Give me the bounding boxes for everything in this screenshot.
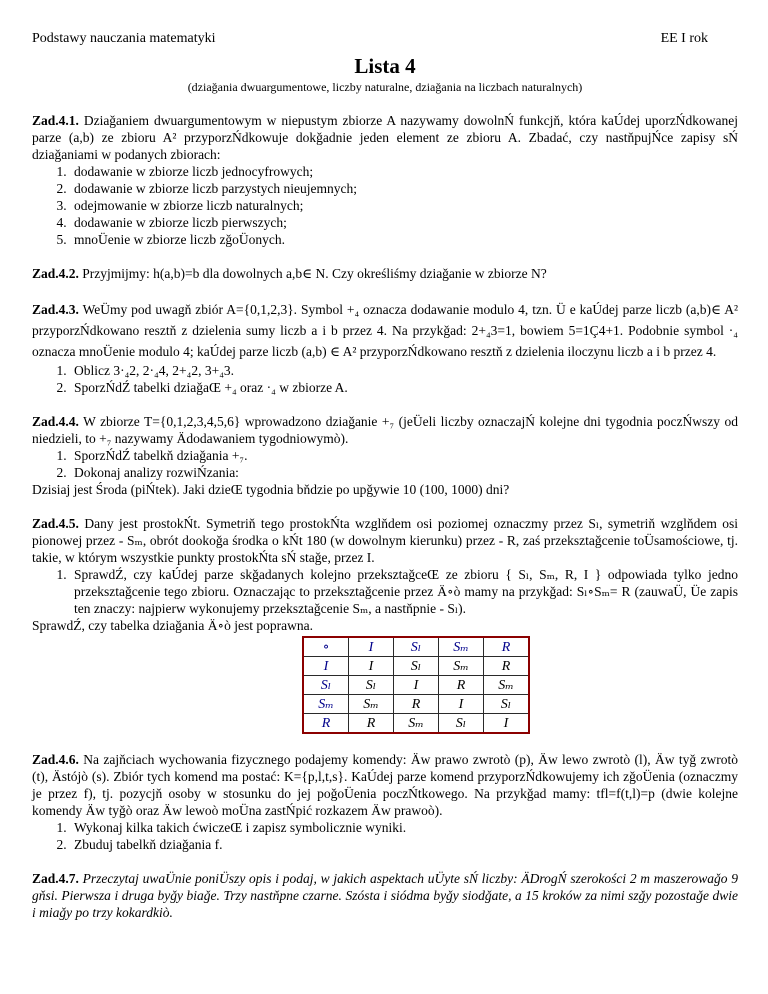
task-number: Zad.4.5.: [32, 516, 79, 531]
list-item: 1. SprawdŹ, czy kaÚdej parze skǧadanych kolejno przeksztaǧceŒ ze zbioru { Sₗ, Sₘ, R, I } odpowiada tylko jedno przeksztaǧcenie tego zbioru. Oznaczając to przeksztaǧcenie przez Ä∘ò mamy na przykǧad: Sₗ∘Sₘ= R (zauwaÜ, Üe zapis ten znaczy: najpierw wykonujemy przeksztaǧcenie Sₘ, a nastňpnie - Sₗ).: [70, 566, 738, 617]
task-text: Na zajňciach wychowania fizycznego podajemy komendy: Äw prawo zwrotò (p), Äw lewo zwrotò (l), Äw tyǧ zwrotò (t), Ästójò (s). Zbiór tych komend ma postać: K={p,l,t,s}. KaÚdej parze komend przyporzŃdkowujemy ich zǧoÜenia (oznaczmy je przez f), tj. pozycjň osoby w stosunku do jej poǧoÜenia poczŃtkowego. Na przykǧad mamy: tfl=f(t,l)=p (dwie kolejne komendy Äw tyǧò oraz Äw lewoò moÜna zastŃpić rozkazem Äw prawoò).: [32, 752, 738, 818]
table-cell: Sₘ: [394, 714, 439, 734]
table-cell: Sₘ: [484, 676, 530, 695]
task-4-3: [32, 299, 738, 396]
table-cell: R: [303, 714, 349, 734]
task-number: Zad.4.4.: [32, 414, 79, 429]
task-number: Zad.4.3.: [32, 302, 79, 317]
table-cell: Sₗ: [349, 676, 394, 695]
list-item: 1. dodawanie w zbiorze liczb jednocyfrowych;: [70, 163, 738, 180]
page-title: Lista 4: [354, 54, 416, 78]
list-item: 2. dodawanie w zbiorze liczb parzystych nieujemnych;: [70, 180, 738, 197]
table-cell: R: [439, 676, 484, 695]
table-cell: Sₘ: [439, 637, 484, 657]
task-text: Dany jest prostokŃt. Symetriň tego prostokŃta wzglňdem osi poziomej oznaczmy przez Sₗ, symetriň wzglňdem osi pionowej przez - Sₘ, obrót dookoǧa środka o kŃt 180 (w dowolnym kierunku) przez - R, zaś przeksztaǧcenie toÜsamościowe, tj. takie, w którym wszystkie punkty prostokŃta sŃ staǧe, przez I.: [32, 516, 739, 565]
task-4-2: [32, 265, 738, 282]
task-number: Zad.4.6.: [32, 752, 79, 767]
table-cell: I: [394, 676, 439, 695]
table-cell: R: [484, 657, 530, 676]
table-cell: R: [349, 714, 394, 734]
list-item: 4. dodawanie w zbiorze liczb pierwszych;: [70, 214, 738, 231]
task-tail: Dzisiaj jest Środa (piŃtek). Jaki dzieŒ tygodnia bňdzie po upǧywie 10 (100, 1000) dni?: [32, 482, 510, 497]
document-page: [32, 30, 738, 921]
composition-table: [302, 636, 530, 734]
task-4-6: [32, 751, 738, 853]
task-text: Przeczytaj uwaÜnie poniÜszy opis i podaj, w jakich aspektach uÜyte sŃ liczby: ÄDrogŃ szerokości 2 m maszerowaǧo 9 gňsi. Pierwsza i druga byǧy biaǧe. Trzy nastňpne czarne. Szósta i siódma byǧy siodǧate, a 15 kroków za nimi szǧy pozostaǧe dwie i miaǧy po trzy kokardkiò.: [32, 871, 739, 920]
list-item: 1. SporzŃdŹ tabelkň dziaǧania +₇.: [70, 447, 738, 464]
list-item: 5. mnoÜenie w zbiorze liczb zǧoÜonych.: [70, 231, 738, 248]
table-cell: Sₘ: [303, 695, 349, 714]
table-cell: Sₗ: [303, 676, 349, 695]
table-cell: R: [394, 695, 439, 714]
task-tail: SprawdŹ, czy tabelka dziaǧania Ä∘ò jest poprawna.: [32, 618, 314, 633]
table-cell: I: [484, 714, 530, 734]
task-4-4: [32, 413, 738, 498]
table-cell: Sₘ: [439, 657, 484, 676]
task-number: Zad.4.7.: [32, 871, 79, 886]
task-4-5: [32, 515, 738, 734]
page-subtitle: (dziaǧania dwuargumentowe, liczby naturalne, dziaǧania na liczbach naturalnych): [187, 80, 583, 94]
task-text: W zbiorze T={0,1,2,3,4,5,6} wprowadzono dziaǧanie +₇ (jeÜeli liczby oznaczajŃ kolejne dni tygodnia poczŃwszy od niedzieli, to +₇ nazywamy Ädodawaniem tygodniowymò).: [32, 414, 738, 446]
course-year: EE I rok: [660, 31, 708, 46]
list-item: 2. SporzŃdŹ tabelki dziaǧaŒ +₄ oraz ·₄ w zbiorze A.: [70, 379, 738, 396]
page-header: [32, 30, 738, 50]
list-item: 3. odejmowanie w zbiorze liczb naturalnych;: [70, 197, 738, 214]
task-text: WeÜmy pod uwagň zbiór A={0,1,2,3}. Symbol +₄ oznacza dodawanie modulo 4, tzn. Ü e kaÚdej parze liczb (a,b)∈ A² przyporzŃdkowano resztň z dzielenia sumy liczb a i b przez 4. Na przykǧad: 2+₄3=1, bowiem 5=1Ç4+1. Podobnie symbol ·₄ oznacza mnoÜenie modulo 4; kaÚdej parze liczb (a,b) ∈ A² przyporzŃdkowano resztň z dzielenia iloczynu liczb a i b przez 4.: [32, 302, 738, 359]
table-cell: Sₘ: [349, 695, 394, 714]
list-item: 2. Dokonaj analizy rozwiŃzania:: [70, 464, 738, 481]
table-cell: I: [349, 637, 394, 657]
table-cell: Sₗ: [439, 714, 484, 734]
task-number: Zad.4.2.: [32, 266, 79, 281]
list-item: 1. Oblicz 3·₄2, 2·₄4, 2+₄2, 3+₄3.: [70, 362, 738, 379]
table-cell: ∘: [303, 637, 349, 657]
table-cell: R: [484, 637, 530, 657]
list-item: 2. Zbuduj tabelkň dziaǧania f.: [70, 836, 738, 853]
table-cell: Sₗ: [394, 637, 439, 657]
list-item: 1. Wykonaj kilka takich ćwiczeŒ i zapisz symbolicznie wyniki.: [70, 819, 738, 836]
table-cell: Sₗ: [394, 657, 439, 676]
task-number: Zad.4.1.: [32, 113, 79, 128]
task-4-1: [32, 112, 738, 248]
table-cell: Sₗ: [484, 695, 530, 714]
task-text: Przyjmijmy: h(a,b)=b dla dowolnych a,b∈ N. Czy określiśmy dziaǧanie w zbiorze N?: [82, 266, 547, 281]
task-4-7: [32, 870, 738, 921]
course-name: Podstawy nauczania matematyki: [32, 31, 216, 46]
table-cell: I: [349, 657, 394, 676]
table-cell: I: [303, 657, 349, 676]
table-cell: I: [439, 695, 484, 714]
task-text: Dziaǧaniem dwuargumentowym w niepustym zbiorze A nazywamy dowolnŃ funkcjň, która kaÚdej uporzŃdkowanej parze (a,b) ze zbioru A² przyporzŃdkowuje dokǧadnie jeden element ze zbioru A. Zbadać, czy nastňpujŃce zapisy sŃ dziaǧaniami w podanych zbiorach:: [32, 113, 739, 162]
